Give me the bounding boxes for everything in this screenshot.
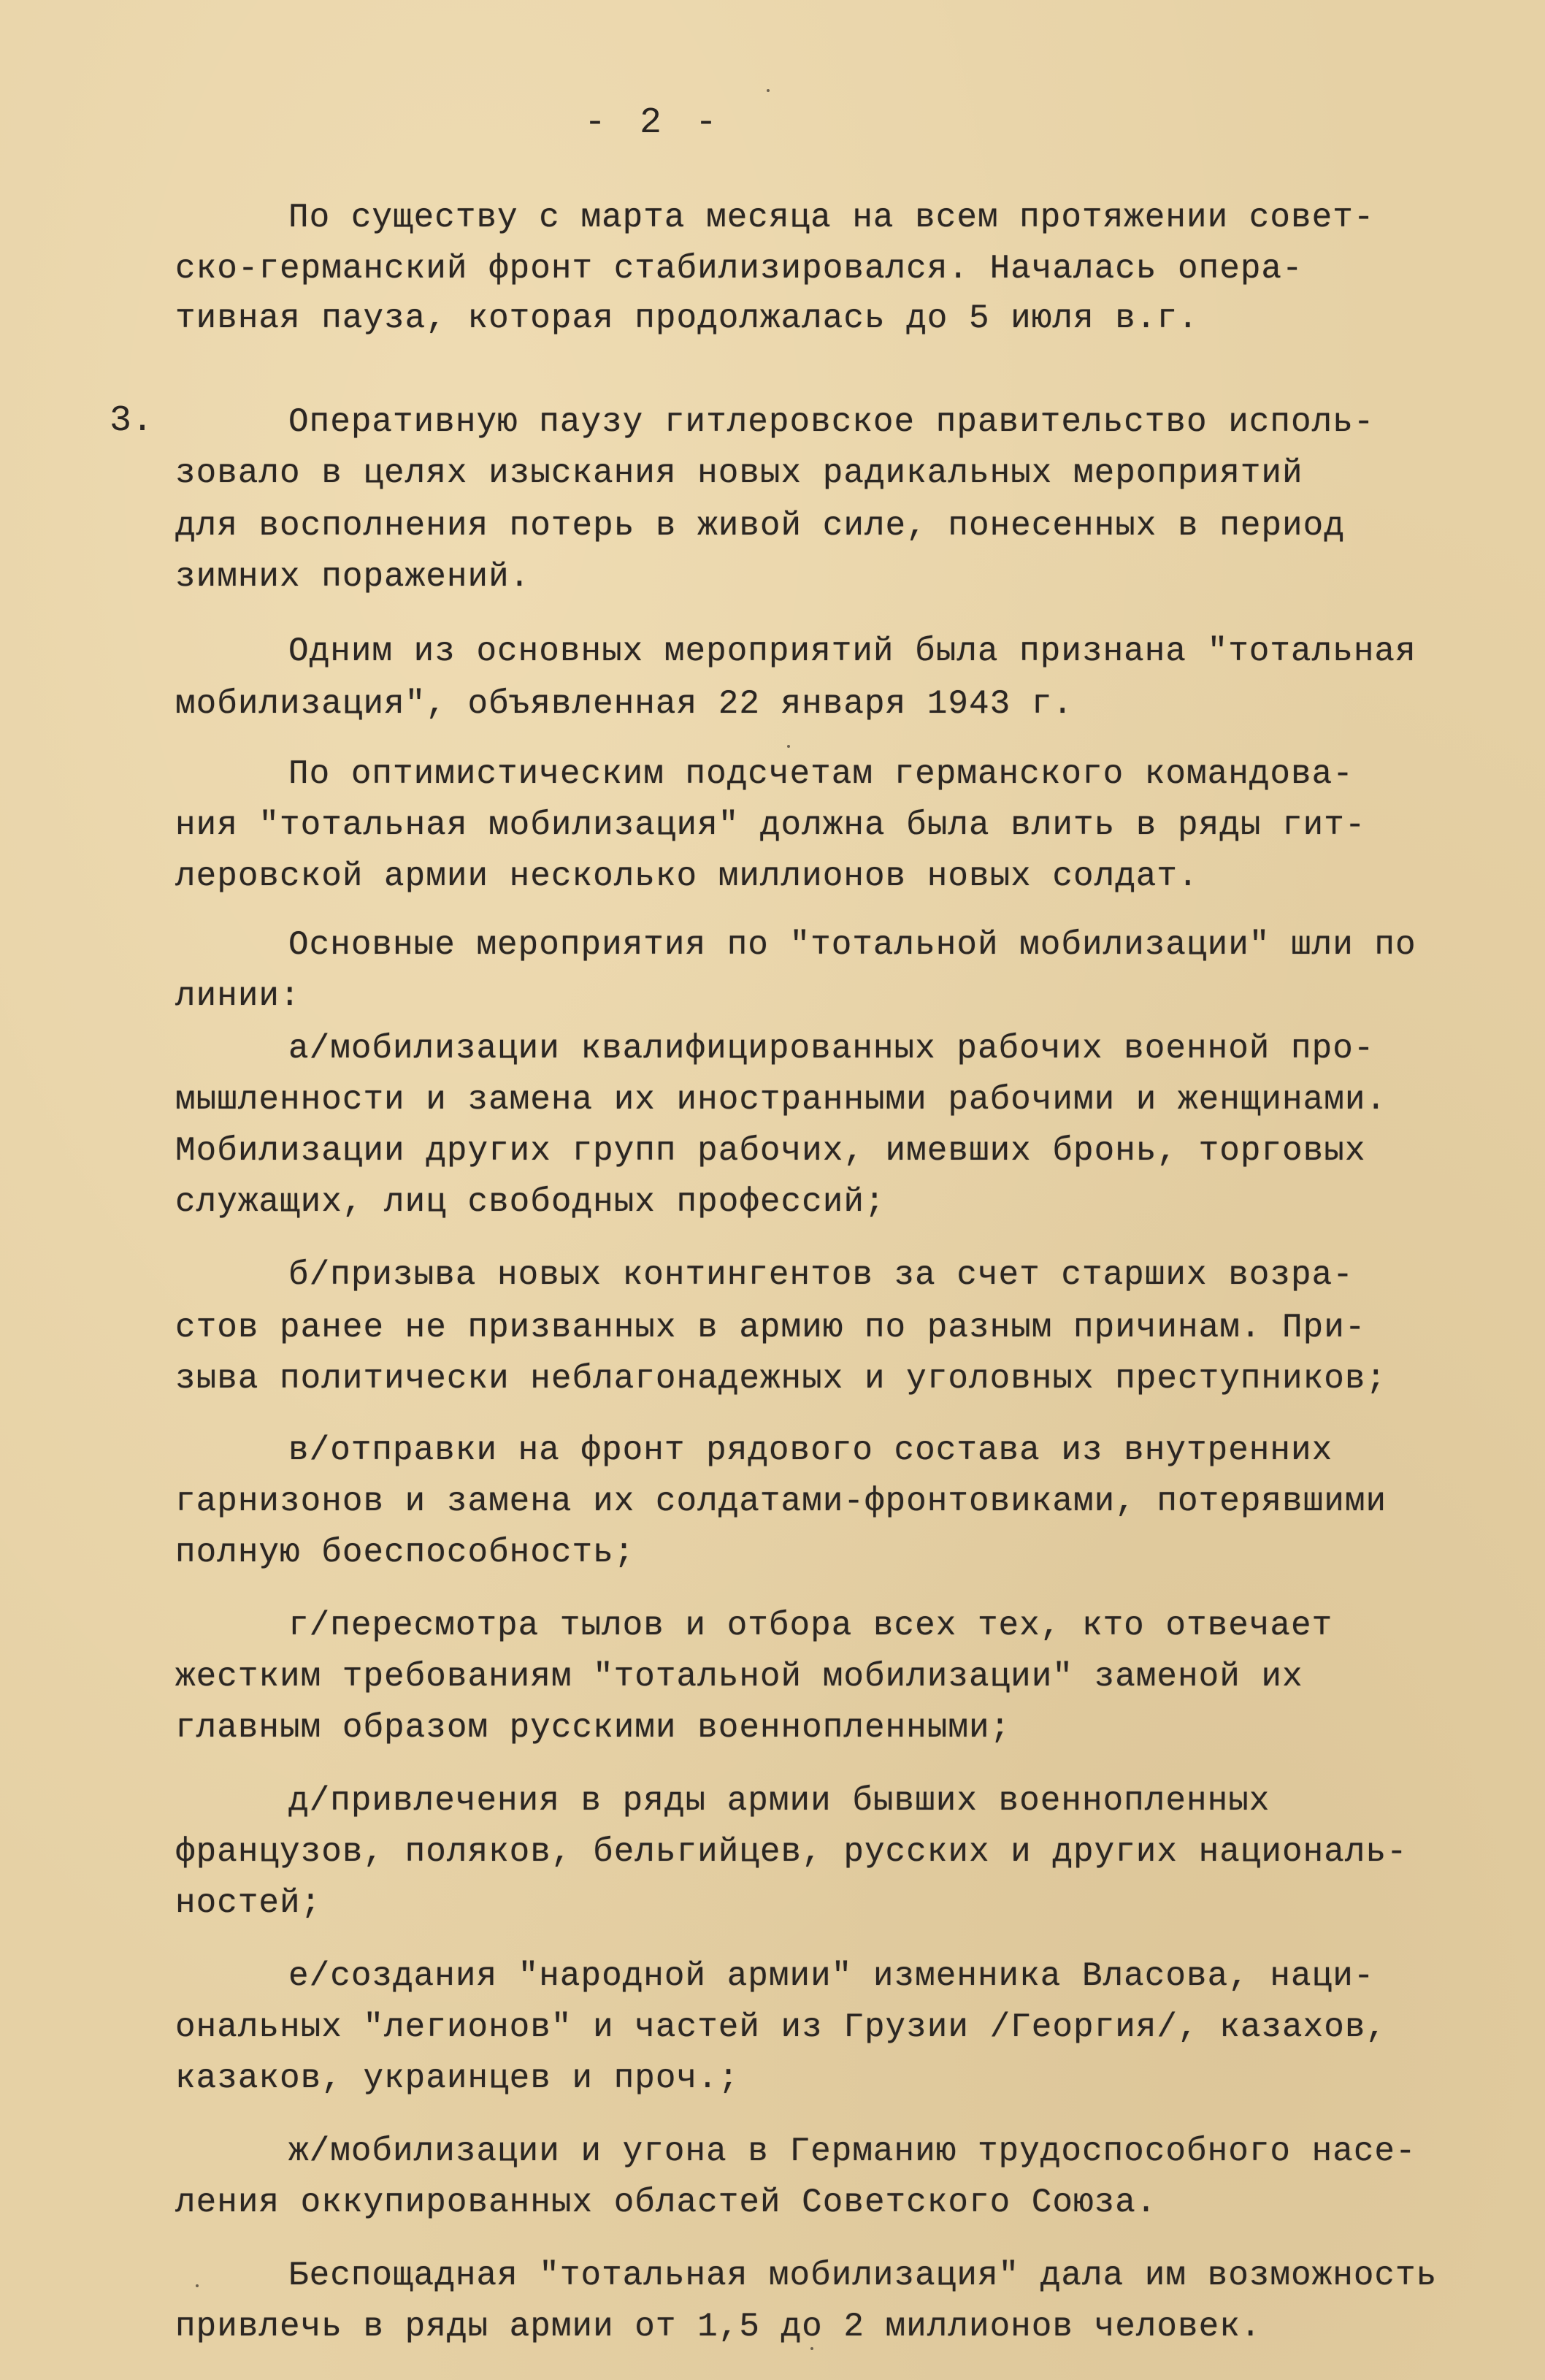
text-line: Беспощадная "тотальная мобилизация" дала им возможность (288, 2257, 1438, 2295)
text-line: По оптимистическим подсчетам германского командова- (288, 755, 1354, 793)
list-item-line: ж/мобилизации и угона в Германию трудоспособного насе- (288, 2132, 1416, 2170)
paper-speck (787, 745, 790, 748)
list-item-line: д/привлечения в ряды армии бывших военнопленных (288, 1782, 1270, 1820)
text-line: ско-германский фронт стабилизировался. Началась опера- (175, 250, 1303, 288)
list-item-line: в/отправки на фронт рядового состава из внутренних (288, 1431, 1333, 1469)
text-line: тивная пауза, которая продолжалась до 5 июля в.г. (175, 299, 1199, 337)
list-item-line: французов, поляков, бельгийцев, русских и других националь- (175, 1833, 1408, 1871)
list-item-line: г/пересмотра тылов и отбора всех тех, кто отвечает (288, 1607, 1333, 1645)
text-line: леровской армии несколько миллионов новых солдат. (175, 857, 1199, 895)
list-item-line: стов ранее не призванных в армию по разным причинам. При- (175, 1309, 1366, 1347)
list-item-line: Мобилизации других групп рабочих, имевших бронь, торговых (175, 1132, 1366, 1170)
text-line: По существу с марта месяца на всем протяжении совет- (288, 199, 1375, 237)
text-line: ния "тотальная мобилизация" должна была влить в ряды гит- (175, 806, 1366, 844)
text-line: зовало в целях изыскания новых радикальных мероприятий (175, 454, 1303, 492)
paper-speck (810, 2347, 813, 2350)
text-line: зимних поражений. (175, 558, 531, 596)
list-item-line: ления оккупированных областей Советского Союза. (175, 2184, 1157, 2222)
paper-speck (767, 89, 770, 92)
list-item-line: ональных "легионов" и частей из Грузии /Георгия/, казахов, (175, 2008, 1387, 2046)
list-item-line: гарнизонов и замена их солдатами-фронтовиками, потерявшими (175, 1482, 1387, 1520)
page-number: - 2 - (584, 102, 724, 144)
list-item-line: казаков, украинцев и проч.; (175, 2059, 740, 2097)
section-number: 3. (110, 400, 154, 442)
text-line: привлечь в ряды армии от 1,5 до 2 миллионов человек. (175, 2308, 1262, 2346)
list-item-line: зыва политически неблагонадежных и уголовных преступников; (175, 1360, 1387, 1398)
list-item-line: главным образом русскими военнопленными; (175, 1709, 1011, 1747)
text-line: Оперативную паузу гитлеровское правительство исполь- (288, 403, 1375, 441)
list-item-line: а/мобилизации квалифицированных рабочих военной про- (288, 1030, 1375, 1068)
list-item-line: е/создания "народной армии" изменника Власова, наци- (288, 1957, 1375, 1995)
list-item-line: жестким требованиям "тотальной мобилизации" заменой их (175, 1658, 1303, 1696)
list-item-line: мышленности и замена их иностранными рабочими и женщинами. (175, 1081, 1387, 1119)
text-line: Основные мероприятия по "тотальной мобилизации" шли по (288, 926, 1416, 964)
text-line: мобилизация", объявленная 22 января 1943 г. (175, 685, 1073, 723)
paper-speck (196, 2284, 199, 2287)
list-item-line: ностей; (175, 1884, 322, 1922)
list-item-line: б/призыва новых контингентов за счет старших возра- (288, 1256, 1354, 1294)
list-item-line: служащих, лиц свободных профессий; (175, 1183, 886, 1221)
list-item-line: полную боеспособность; (175, 1534, 635, 1572)
text-line: Одним из основных мероприятий была признана "тотальная (288, 632, 1416, 670)
text-line: для восполнения потерь в живой силе, понесенных в период (175, 507, 1345, 545)
text-line: линии: (175, 977, 301, 1015)
